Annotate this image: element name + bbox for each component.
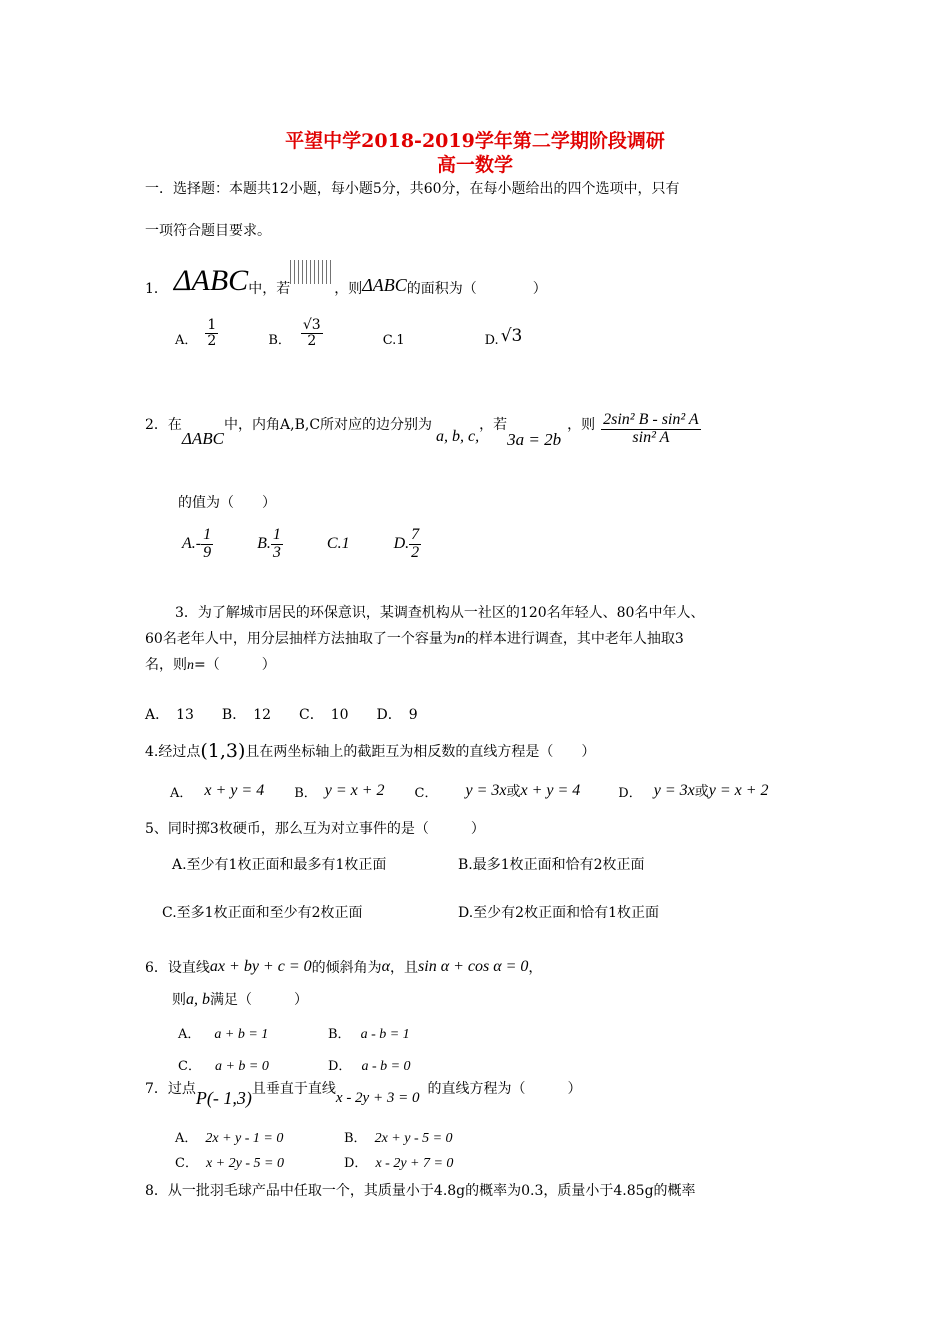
q4-text2: 且在两坐标轴上的截距互为相反数的直线方程是（ ）: [245, 744, 596, 760]
q4-option-c-1: y = 3x: [465, 782, 507, 799]
q1-a-den: 2: [207, 332, 217, 349]
page-title: 平望中学2018-2019学年第二学期阶段调研: [285, 130, 665, 152]
q4-option-b: y = x + 2: [324, 782, 385, 799]
q2-vars: a, b, c,: [436, 428, 480, 445]
q2-text2: ，若: [479, 417, 508, 433]
q4-option-c-label: C．: [414, 785, 438, 801]
q4-text1: 4.经过点: [145, 744, 201, 760]
q3-line2: [145, 628, 684, 648]
q7-point: P(- 1,3): [195, 1088, 252, 1108]
question-7: [145, 1078, 581, 1109]
q1-a-num: 1: [207, 317, 217, 333]
q3-line2a: 60名老年人中，用分层抽样方法抽取了一个容量为: [145, 631, 457, 647]
q3-line3: [145, 654, 276, 674]
q7-c-expr: x + 2y - 5 = 0: [205, 1156, 284, 1171]
q1-text3: 的面积为（ ）: [406, 281, 547, 297]
q6-c-expr: a + b = 0: [214, 1059, 269, 1074]
q1-text2: ，则: [334, 281, 363, 297]
q6-text4: ，: [528, 960, 543, 976]
q2-option-b-label: B.: [257, 535, 271, 553]
q2-d-num: 7: [411, 526, 420, 543]
q1-b-num: √3: [302, 317, 321, 333]
q2-b-num: 1: [272, 526, 281, 543]
q6-condition: sin α + cos α = 0: [418, 958, 529, 975]
q1-options: [175, 318, 522, 348]
q2-options: [182, 527, 421, 562]
q3-var-n2: n: [187, 658, 194, 673]
q1-option-b: [301, 318, 323, 348]
q1-number: 1．: [145, 281, 168, 297]
q3-line3a: 名，则: [145, 657, 187, 673]
q1-b-den: 2: [307, 332, 317, 349]
q7-a-expr: 2x + y - 1 = 0: [205, 1131, 284, 1146]
q1-option-c: C.1: [382, 333, 405, 349]
q7-line-equation: x - 2y + 3 = 0: [335, 1090, 420, 1106]
q2-option-b: [271, 527, 283, 562]
q6-option-a: [178, 1023, 268, 1043]
q2-option-d-label: D.: [393, 535, 410, 553]
q6-b-expr: a - b = 1: [360, 1027, 410, 1042]
q4-option-d-or: 或: [694, 784, 709, 800]
q6-vars: a, b: [186, 991, 210, 1008]
q6-option-d: [328, 1055, 411, 1075]
question-6: [145, 957, 542, 977]
page-subtitle: 高一数学: [436, 154, 513, 176]
q6-line2: [172, 989, 308, 1009]
q4-option-a-label: A．: [170, 785, 193, 801]
q6-a-label: A．: [178, 1027, 201, 1042]
q2-text3: ，则: [567, 417, 596, 433]
q2-condition: 3a = 2b: [507, 430, 562, 449]
q4-options: [170, 781, 769, 801]
q6-c-label: C．: [178, 1059, 201, 1074]
q6-line-equation: ax + by + c = 0: [209, 958, 312, 975]
q6-a-expr: a + b = 1: [214, 1027, 269, 1042]
q6-text1: 6．设直线: [145, 960, 210, 976]
q3-line1: 3．为了解城市居民的环保意识，某调查机构从一社区的120名年轻人、80名中年人、: [175, 605, 705, 621]
q7-text3: 的直线方程为（ ）: [427, 1081, 582, 1097]
q1-triangle2: ΔABC: [362, 275, 407, 295]
q5-option-c: C.至多1枚正面和至少有2枚正面: [162, 905, 363, 921]
q1-option-d-label: D.: [484, 333, 499, 349]
q4-option-a: x + y = 4: [204, 782, 265, 799]
q2-option-d: [409, 527, 421, 562]
q7-option-a: [175, 1127, 283, 1147]
q1-text1: 中，若: [248, 281, 291, 297]
q2-d-den: 2: [411, 543, 420, 561]
q4-option-d-1: y = 3x: [653, 782, 695, 799]
q2-option-c: C.1: [326, 535, 350, 553]
q2-option-a: [201, 527, 213, 562]
q8-text: 8．从一批羽毛球产品中任取一个，其质量小于4.8g的概率为0.3，质量小于4.85g的概率: [145, 1183, 696, 1199]
q7-text2: 且垂直于直线: [251, 1081, 336, 1097]
q1-triangle: ΔABC: [173, 264, 249, 297]
question-4: [145, 740, 595, 762]
q4-option-c-or: 或: [506, 784, 521, 800]
q5-option-a: A.至少有1枚正面和最多有1枚正面: [172, 857, 387, 873]
section-instructions-line2: 一项符合题目要求。: [145, 223, 271, 239]
q4-point: (1,3): [200, 740, 246, 762]
q7-option-b: [344, 1127, 453, 1147]
q2-b-den: 3: [272, 543, 281, 561]
q3-options: A． 13 B． 12 C． 10 D． 9: [145, 707, 418, 723]
q4-option-b-label: B．: [294, 785, 317, 801]
q2-a-den: 9: [203, 543, 212, 561]
q2-triangle: ΔABC: [181, 429, 225, 448]
q6-text2: 的倾斜角为: [311, 960, 382, 976]
q6-option-c: [178, 1055, 269, 1075]
q2-expression: [601, 412, 701, 447]
q2-a-num: 1: [203, 526, 212, 543]
q3-line2b: 的样本进行调查，其中老年人抽取3: [464, 631, 684, 647]
q3-line3b: =（ ）: [194, 657, 276, 673]
q1-option-a-label: A．: [175, 333, 198, 349]
q4-option-d-label: D．: [618, 785, 642, 801]
q5-option-d: D.至少有2枚正面和恰有1枚正面: [458, 905, 659, 921]
q2-text4: 的值为（ ）: [178, 495, 276, 511]
q6-option-b: [328, 1023, 410, 1043]
q2-text1: 中，内角A,B,C所对应的边分别为: [224, 417, 433, 433]
question-2: [145, 408, 701, 450]
q2-option-a-label: A.-: [182, 535, 202, 553]
q7-d-expr: x - 2y + 7 = 0: [375, 1156, 454, 1171]
q7-b-expr: 2x + y - 5 = 0: [374, 1131, 453, 1146]
q2-number: 2．在: [145, 417, 182, 433]
q6-line2b: 满足（ ）: [210, 992, 308, 1008]
q4-option-d-2: y = x + 2: [708, 782, 769, 799]
q7-c-label: C．: [175, 1156, 198, 1171]
q1-garbled-formula: [290, 260, 334, 284]
q3-var-n: n: [456, 630, 465, 647]
q7-option-d: [344, 1152, 453, 1172]
q1-option-d: √3: [500, 326, 523, 347]
q7-option-c: [175, 1152, 284, 1172]
q1-option-b-label: B．: [268, 333, 291, 349]
q6-line2a: 则: [172, 992, 186, 1008]
q7-b-label: B．: [344, 1131, 367, 1146]
section-instructions-line1: 一．选择题：本题共12小题，每小题5分，共60分，在每小题给出的四个选项中，只有: [145, 181, 680, 197]
q7-text1: 7．过点: [145, 1081, 196, 1097]
q6-alpha: α: [381, 958, 391, 975]
q7-a-label: A．: [175, 1131, 198, 1146]
q1-option-a: [205, 318, 218, 348]
question-1: [145, 256, 547, 306]
q5-text: 5、同时掷3枚硬币，那么互为对立事件的是（ ）: [145, 821, 485, 837]
q7-d-label: D．: [344, 1156, 368, 1171]
q6-text3: ，且: [390, 960, 419, 976]
q6-d-label: D．: [328, 1059, 352, 1074]
q2-expr-num: 2sin² B - sin² A: [603, 410, 699, 428]
q6-d-expr: a - b = 0: [361, 1059, 411, 1074]
q4-option-c-2: x + y = 4: [520, 782, 581, 799]
q5-option-b: B.最多1枚正面和恰有2枚正面: [458, 857, 645, 873]
q6-b-label: B．: [328, 1027, 351, 1042]
q2-expr-den: sin² A: [632, 428, 670, 446]
